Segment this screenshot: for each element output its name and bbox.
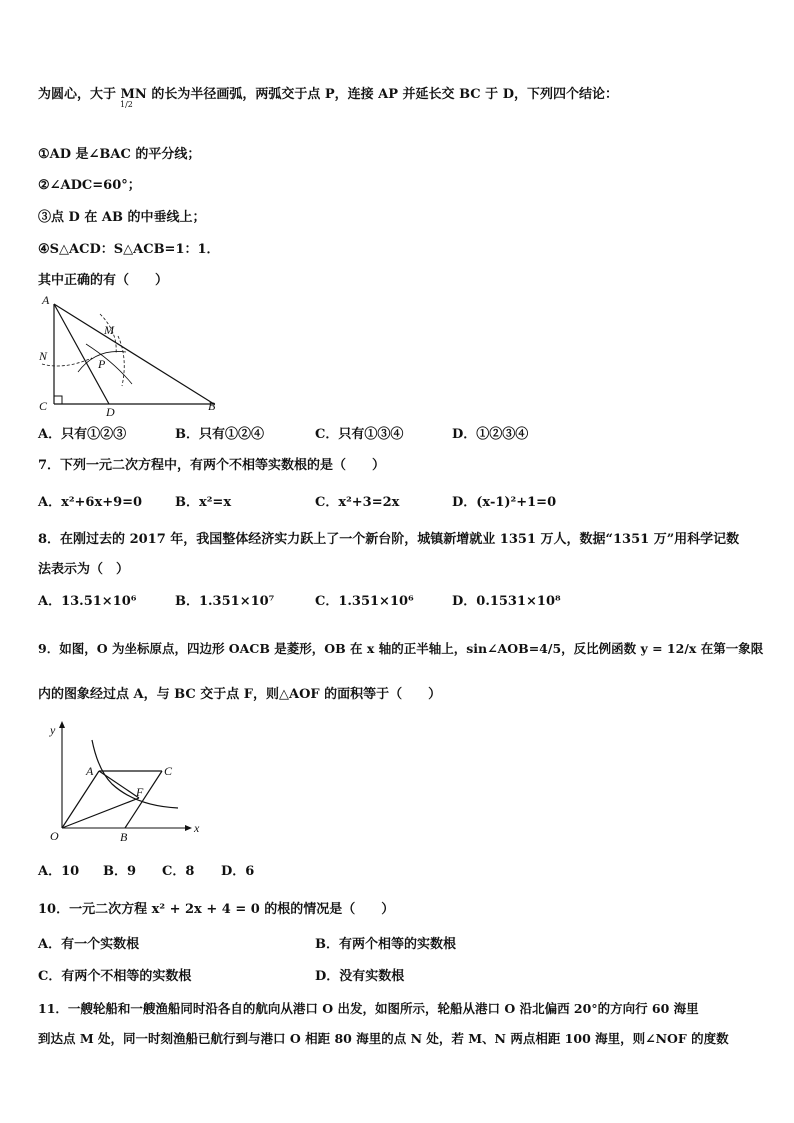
q6-fig-label-d: D <box>106 405 115 419</box>
q8-option-c: C．1.351×10⁶ <box>315 594 414 609</box>
q8-option-d: D．0.1531×10⁸ <box>452 594 561 609</box>
q8-stem-line-1: 8．在刚过去的 2017 年，我国整体经济实力跃上了一个新台阶，城镇新增就业 1351 万人，数据“1351 万”用科学记数 <box>38 532 740 547</box>
q7-option-c: C．x²+3=2x <box>315 495 400 510</box>
q8-option-b: B．1.351×10⁷ <box>175 594 275 609</box>
q6-option-c: C．只有①③④ <box>315 427 404 442</box>
q6-fig-label-b: B <box>208 399 216 413</box>
q6-fig-label-p: P <box>98 357 106 371</box>
q6-option-d: D．①②③④ <box>452 427 529 442</box>
q6-triangle-figure <box>34 292 234 422</box>
q6-conclusion-3: ③点 D 在 AB 的中垂线上； <box>38 210 206 225</box>
q7-option-a: A．x²+6x+9=0 <box>38 495 143 510</box>
q10-option-a: A．有一个实数根 <box>38 937 140 952</box>
q6-conclusion-2: ②∠ADC=60°； <box>38 178 141 193</box>
q7-option-b: B．x²=x <box>175 495 232 510</box>
q9-fig-label-x: x <box>194 821 200 835</box>
q9-stem-line-2: 内的图象经过点 A，与 BC 交于点 F，则△AOF 的面积等于（ ） <box>38 687 442 702</box>
q9-fig-label-b: B <box>120 830 128 844</box>
q9-stem-line-1: 9．如图，O 为坐标原点，四边形 OACB 是菱形，OB 在 x 轴的正半轴上，sin∠AOB=4/5，反比例函数 y = 12/x 在第一象限 <box>38 641 764 656</box>
q7-option-d: D．(x-1)²+1=0 <box>452 495 557 510</box>
q6-conclusion-4: ④S△ACD：S△ACB=1：1． <box>38 242 220 257</box>
q10-option-c: C．有两个不相等的实数根 <box>38 969 192 984</box>
q6-option-b: B．只有①②④ <box>175 427 264 442</box>
q6-conclusion-1: ①AD 是∠BAC 的平分线； <box>38 147 201 162</box>
q10-stem: 10．一元二次方程 x² + 2x + 4 = 0 的根的情况是（ ） <box>38 902 395 917</box>
q9-fig-label-a: A <box>86 764 94 778</box>
q9-fig-label-c: C <box>164 764 173 778</box>
q6-fig-label-c: C <box>39 399 48 413</box>
q6-half-mark: 1/2 <box>120 100 133 109</box>
q9-fig-label-f: F <box>136 785 144 799</box>
q9-rhombus-figure <box>40 720 210 845</box>
q9-fig-label-y: y <box>50 723 56 737</box>
q8-stem-line-2: 法表示为（ ） <box>38 562 130 577</box>
q6-fig-label-n: N <box>39 349 48 363</box>
q9-option-d: D．6 <box>221 864 255 879</box>
q6-option-a: A．只有①②③ <box>38 427 127 442</box>
q11-stem-line-1: 11．一艘轮船和一艘渔船同时沿各自的航向从港口 O 出发，如图所示，轮船从港口 O 沿北偏西 20°的方向行 60 海里 <box>38 1001 699 1016</box>
q6-fig-label-a: A <box>42 293 50 307</box>
q7-stem: 7．下列一元二次方程中，有两个不相等实数根的是（ ） <box>38 458 386 473</box>
q9-option-c: C．8 <box>162 864 195 879</box>
q9-fig-label-o: O <box>50 829 59 843</box>
q9-option-a: A．10 <box>38 864 80 879</box>
q6-intro: 为圆心，大于 MN 的长为半径画弧，两弧交于点 P，连接 AP 并延长交 BC 于 D，下列四个结论： <box>38 87 618 102</box>
q11-stem-line-2: 到达点 M 处，同一时刻渔船已航行到与港口 O 相距 80 海里的点 N 处，若 M、N 两点相距 100 海里，则∠NOF 的度数 <box>38 1031 729 1046</box>
q6-fig-label-m: M <box>104 323 114 337</box>
q10-option-d: D．没有实数根 <box>315 969 405 984</box>
q9-option-b: B．9 <box>103 864 137 879</box>
q6-prompt: 其中正确的有（ ） <box>38 273 169 288</box>
q8-option-a: A．13.51×10⁶ <box>38 594 137 609</box>
q10-option-b: B．有两个相等的实数根 <box>315 937 456 952</box>
